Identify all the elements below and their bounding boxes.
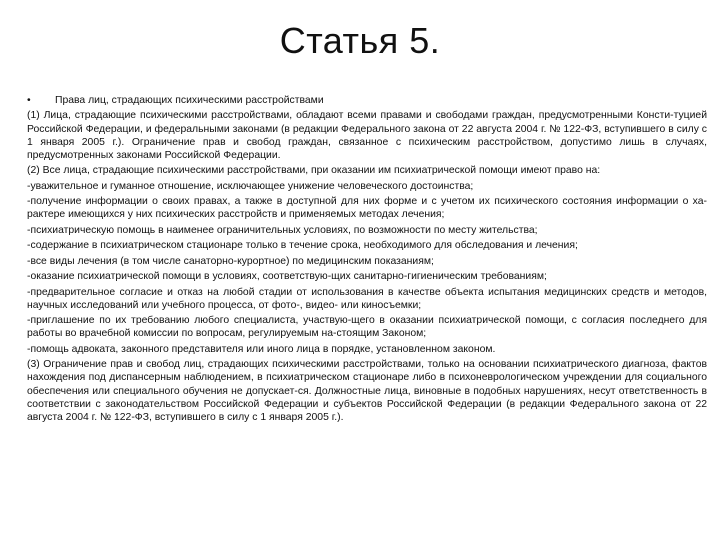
list-item: -предварительное согласие и отказ на любой стадии от использования в качестве объекта испытания медицинских средств и методов, научных исследований или учебного процесса, от фото-, видео- или киносъемки; — [27, 286, 707, 311]
list-item: -содержание в психиатрическом стационаре только в течение срока, необходимого для обследования и лечения; — [27, 240, 578, 252]
list-item: -приглашение по их требованию любого специалиста, участвую-щего в оказании психиатрической помощи, с согласия последнего для работы во врачебной комиссии по вопросам, регулируемым на-стоящим Законом; — [27, 315, 707, 340]
paragraph-1: (1) Лица, страдающие психическими расстройствами, обладают всеми правами и свободами граждан, предусмотренными Консти-туцией Российской Федерации, и федеральными законами (в редакции Федерального закона от 22 августа 2004 г. № 122-ФЗ, вступившего в силу с 1 января 2005 г.). Ограничение прав и свобод граждан, связанное с психическим расстройством, допустимо лишь в случаях, предусмотренных законами Российской Федерации. — [27, 110, 707, 161]
slide-body — [27, 94, 707, 426]
list-item: -помощь адвоката, законного представителя или иного лица в порядке, установленном законом. — [27, 343, 496, 355]
list-item: -получение информации о своих правах, а также в доступной для них форме и с учетом их психического состояния информации о ха-рактере имеющихся у них психических расстройств и применяемых методах лечения; — [27, 196, 707, 221]
bullet-text: Права лиц, страдающих психическими расстройствами — [55, 95, 324, 106]
list-item: -оказание психиатрической помощи в условиях, соответствую-щих санитарно-гигиеническим требованиям; — [27, 271, 547, 283]
list-item: -психиатрическую помощь в наименее ограничительных условиях, по возможности по месту жительства; — [27, 224, 538, 236]
slide-title: Статья 5. — [279, 20, 441, 61]
list-item: -уважительное и гуманное отношение, исключающее унижение человеческого достоинства; — [27, 180, 474, 192]
bullet-icon: • — [27, 95, 31, 106]
bullet-item — [27, 94, 707, 107]
paragraph-2: (2) Все лица, страдающие психическими расстройствами, при оказании им психиатрической помощи имеют право на: — [27, 165, 601, 177]
list-item: -все виды лечения (в том числе санаторно-курортное) по медицинским показаниям; — [27, 255, 434, 267]
paragraph-3: (3) Ограничение прав и свобод лиц, страдающих психическими расстройствами, только на основании психиатрического диагноза, фактов нахождения под диспансерным наблюдением, в психиатрическом стационаре либо в психоневрологическом учреждении для социального обеспечения или специального обучения не допускает-ся. Должностные лица, виновные в подобных нарушениях, несут ответственность в соответствии с законодательством Российской Федерации и субъектов Российской Федерации (в редакции Федерального закона от 22 августа 2004 г. № 122-ФЗ, вступившего в силу с 1 января 2005 г.). — [27, 359, 707, 423]
